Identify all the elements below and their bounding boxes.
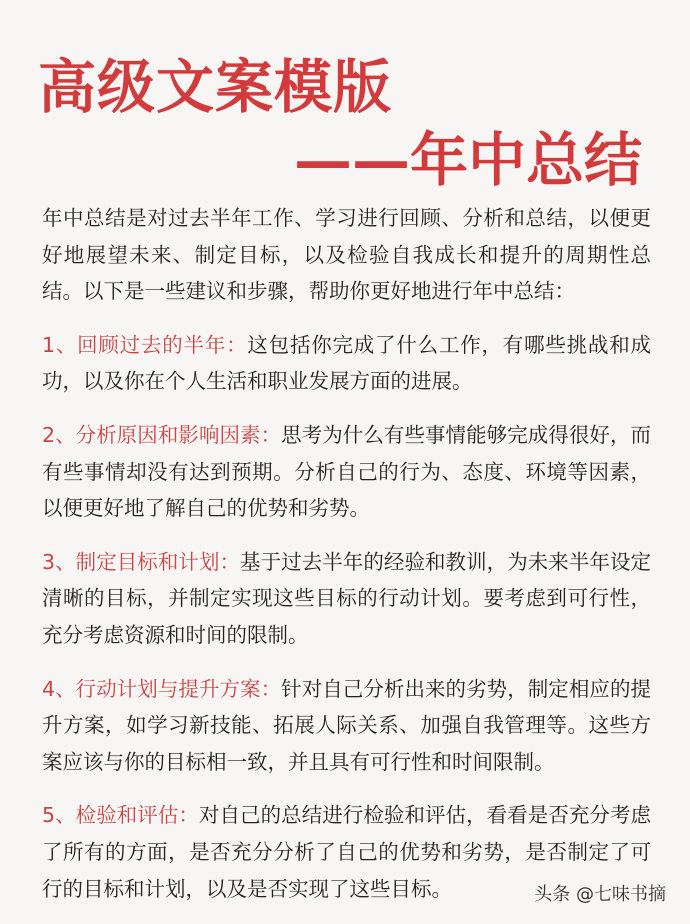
- section-heading: 3、制定目标和计划：: [42, 549, 241, 574]
- section-1: [42, 327, 651, 400]
- title-sub: ——年中总结: [293, 126, 642, 194]
- title-main: 高级文案模版: [38, 53, 393, 121]
- article-body: [42, 200, 651, 924]
- section-text: 思考为什么有些事情能够完成得很好，而有些事情却没有达到预期。分析自己的行为、态度、环境等因素，以便更好地了解自己的优势和劣势。: [42, 422, 652, 521]
- section-text: 针对自己分析出来的劣势，制定相应的提升方案，如学习新技能、拓展人际关系、加强自我管理等。这些方案应该与你的目标相一致，并且具有可行性和时间限制。: [42, 676, 652, 774]
- section-heading: 4、行动计划与提升方案：: [42, 676, 282, 701]
- section-heading: 5、检验和评估：: [42, 803, 199, 828]
- section-text: 对自己的总结进行检验和评估，看看是否充分考虑了所有的方面，是否充分分析了自己的优势和劣势，是否制定了可行的目标和计划，以及是否实现了这些目标。: [42, 803, 652, 901]
- section-4: [42, 671, 651, 781]
- section-3: [42, 544, 651, 654]
- section-text: 这包括你完成了什么工作，有哪些挑战和成功，以及你在个人生活和职业发展方面的进展。: [42, 332, 652, 394]
- section-2: [42, 417, 651, 527]
- watermark: 头条 @七味书摘: [534, 884, 666, 905]
- section-heading: 2、分析原因和影响因素：: [42, 422, 282, 447]
- section-heading: 1、回顾过去的半年：: [42, 332, 248, 357]
- intro-paragraph: 年中总结是对过去半年工作、学习进行回顾、分析和总结，以便更好地展望未来、制定目标，以及检验自我成长和提升的周期性总结。以下是一些建议和步骤，帮助你更好地进行年中总结：: [42, 206, 651, 304]
- section-text: 基于过去半年的经验和教训，为未来半年设定清晰的目标，并制定实现这些目标的行动计划。要考虑到可行性，充分考虑资源和时间的限制。: [42, 549, 651, 647]
